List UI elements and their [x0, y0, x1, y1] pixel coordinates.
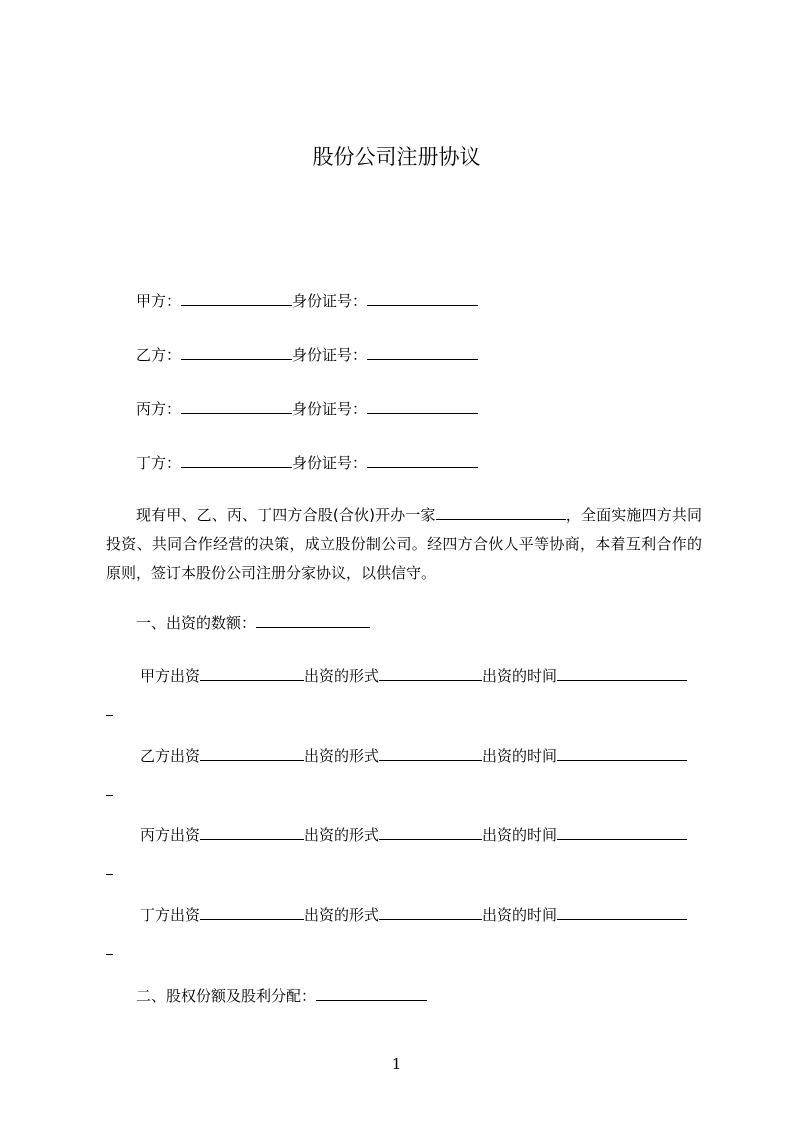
- form-blank: [379, 745, 482, 761]
- contribution-row-c: [140, 824, 687, 845]
- form-blank: [379, 824, 482, 840]
- party-label: 乙方：: [136, 346, 182, 364]
- amount-blank: [200, 665, 304, 681]
- form-blank: [379, 665, 482, 681]
- id-label: 身份证号：: [292, 346, 368, 364]
- party-line-c: [136, 398, 478, 419]
- id-blank: [367, 452, 478, 468]
- party-label: 甲方：: [136, 292, 182, 310]
- section-heading-text: 二、股权份额及股利分配：: [136, 987, 317, 1005]
- party-label: 丙方：: [136, 400, 182, 418]
- contribution-row-d-wrap: [106, 939, 113, 960]
- name-blank: [181, 398, 292, 414]
- time-blank-wrap: [106, 859, 113, 875]
- form-blank: [379, 904, 482, 920]
- time-blank-wrap: [106, 700, 113, 716]
- time-blank: [557, 745, 687, 761]
- contribution-row-a: [140, 665, 687, 686]
- equity-blank: [316, 985, 427, 1001]
- time-blank-wrap: [106, 780, 113, 796]
- section-2-heading: [136, 985, 427, 1006]
- time-blank: [557, 904, 687, 920]
- contribution-time-label: 出资的时间: [482, 906, 558, 924]
- intro-text-part2: ，全面实施四方共同投资、共同合作经营的决策，成立股份制公司。经四方合伙人平等协商，本着互利合作的原则，签订本股份公司注册分家协议，以供信守。: [106, 506, 702, 582]
- page-number: 1: [391, 1055, 402, 1073]
- id-blank: [367, 344, 478, 360]
- id-blank: [367, 290, 478, 306]
- intro-paragraph: [106, 501, 702, 588]
- contribution-time-label: 出资的时间: [482, 667, 558, 685]
- time-blank-wrap: [106, 939, 113, 955]
- contribution-form-label: 出资的形式: [304, 747, 380, 765]
- id-label: 身份证号：: [292, 292, 368, 310]
- party-label: 丁方：: [136, 454, 182, 472]
- company-name-blank: [436, 504, 566, 520]
- amount-blank: [200, 824, 304, 840]
- contribution-time-label: 出资的时间: [482, 826, 558, 844]
- contribution-row-a-wrap: [106, 700, 113, 721]
- intro-text-part1: 现有甲、乙、丙、丁四方合股(合伙)开办一家: [136, 506, 436, 524]
- section-1-heading: [136, 612, 370, 633]
- contribution-row-b: [140, 745, 687, 766]
- party-line-a: [136, 290, 478, 311]
- amount-blank: [200, 904, 304, 920]
- id-blank: [367, 398, 478, 414]
- contribution-row-b-wrap: [106, 780, 113, 801]
- contribution-row-c-wrap: [106, 859, 113, 880]
- name-blank: [181, 344, 292, 360]
- contribution-row-d: [140, 904, 687, 925]
- contribution-form-label: 出资的形式: [304, 906, 380, 924]
- id-label: 身份证号：: [292, 400, 368, 418]
- name-blank: [181, 452, 292, 468]
- time-blank: [557, 824, 687, 840]
- name-blank: [181, 290, 292, 306]
- contribution-form-label: 出资的形式: [304, 667, 380, 685]
- contribution-party: 乙方出资: [140, 747, 201, 765]
- amount-blank: [200, 745, 304, 761]
- contribution-form-label: 出资的形式: [304, 826, 380, 844]
- time-blank: [557, 665, 687, 681]
- contribution-party: 丁方出资: [140, 906, 201, 924]
- party-line-d: [136, 452, 478, 473]
- document-title: 股份公司注册协议: [312, 145, 481, 169]
- amount-blank: [256, 612, 370, 628]
- contribution-party: 甲方出资: [140, 667, 201, 685]
- party-line-b: [136, 344, 478, 365]
- id-label: 身份证号：: [292, 454, 368, 472]
- contribution-party: 丙方出资: [140, 826, 201, 844]
- section-heading-text: 一、出资的数额：: [136, 614, 257, 632]
- contribution-time-label: 出资的时间: [482, 747, 558, 765]
